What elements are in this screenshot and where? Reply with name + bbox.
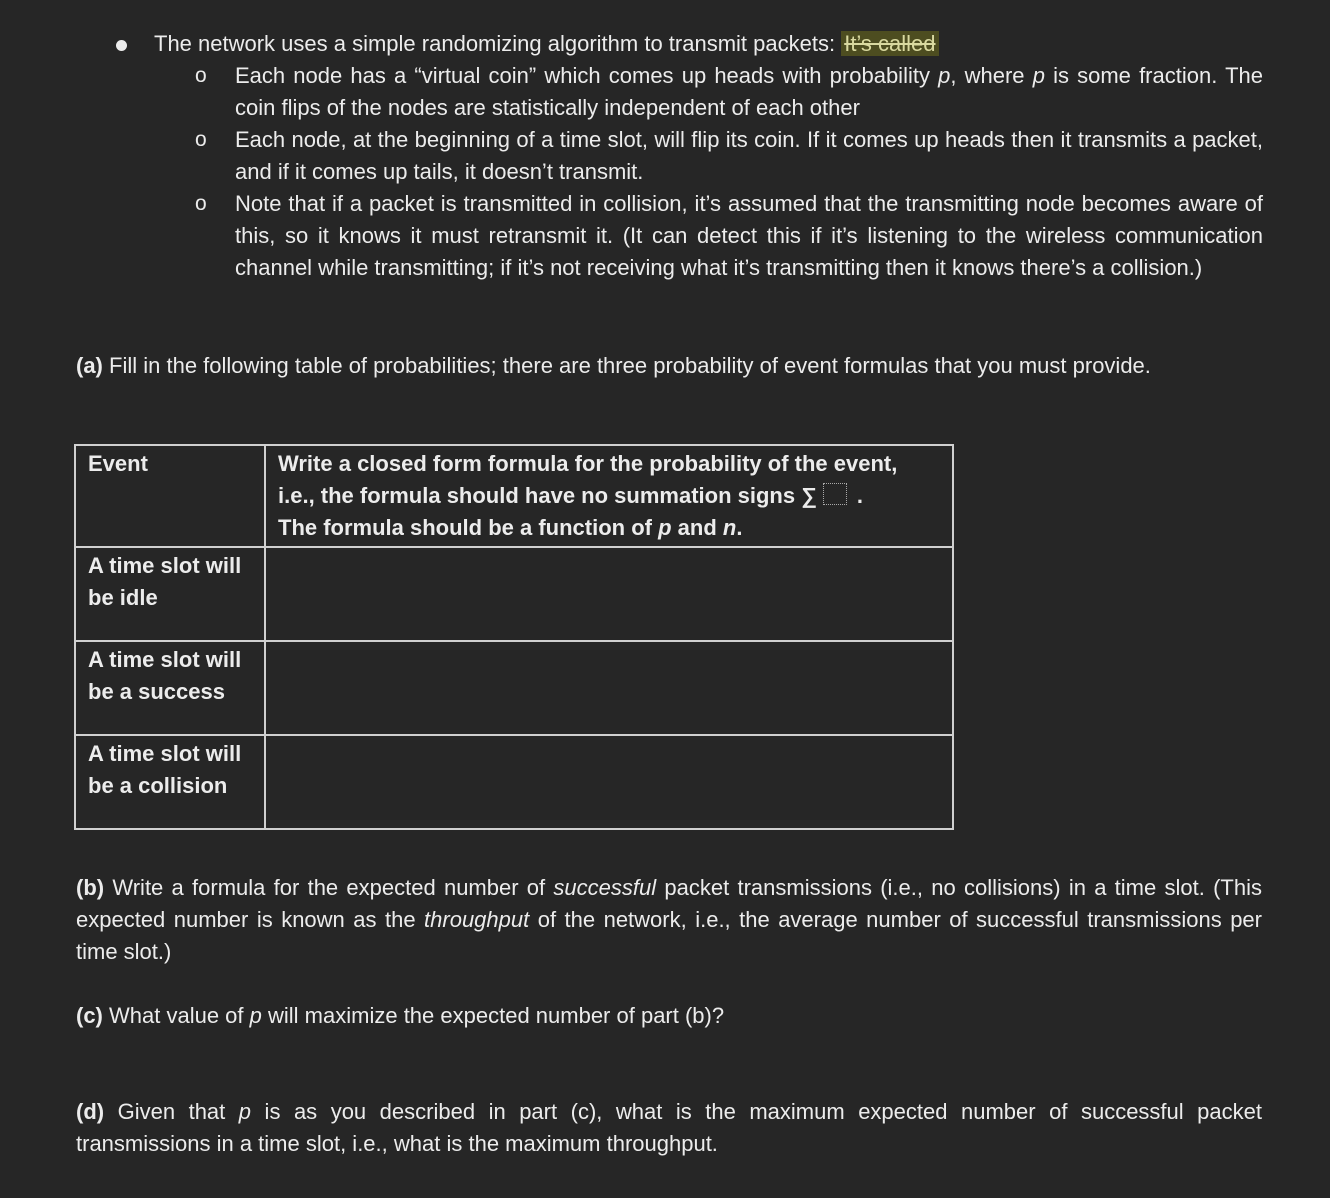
part-b-label: (b) bbox=[76, 875, 105, 900]
header-event: Event bbox=[75, 445, 265, 547]
table-header-row bbox=[75, 445, 953, 547]
part-d-prompt: (d) Given that p is as you described in part (c), what is the maximum expected number of successful packet transmissions in a time slot, i.e., what is the maximum throughput. bbox=[76, 1099, 1262, 1156]
main-bullet-text: The network uses a simple randomizing algorithm to transmit packets: It’s called bbox=[154, 28, 1272, 60]
formula-cell[interactable] bbox=[265, 735, 953, 829]
circle-bullet-icon: o bbox=[195, 64, 207, 87]
sub-item-flip-coin: o Each node, at the beginning of a time slot, will flip its coin. If it comes up heads then it transmits a packet, and if it comes up tails, it doesn’t transmit. bbox=[195, 124, 1263, 188]
event-cell: A time slot will be a collision bbox=[75, 735, 265, 829]
part-a-prompt: (a) Fill in the following table of probabilities; there are three probability of event formulas that you must provide. bbox=[76, 353, 1151, 378]
event-cell: A time slot will be idle bbox=[75, 547, 265, 641]
table-row bbox=[75, 547, 953, 641]
main-bullet bbox=[112, 28, 1272, 60]
sub-list bbox=[195, 60, 1263, 284]
circle-bullet-icon: o bbox=[195, 192, 207, 215]
part-c-label: (c) bbox=[76, 1003, 103, 1028]
header-formula: Write a closed form formula for the probability of the event, i.e., the formula should have no summation signs ∑ . The formula should be a function of p and n. bbox=[265, 445, 953, 547]
struck-highlighted-text: It’s called bbox=[841, 31, 938, 56]
circle-bullet-icon: o bbox=[195, 128, 207, 151]
sub-item-collision-note: o Note that if a packet is transmitted in collision, it’s assumed that the transmitting node becomes aware of this, so it knows it must retransmit it. (It can detect this if it’s listening to the wireless communication channel while transmitting; if it’s not receiving what it’s transmitting then it knows there’s a collision.) bbox=[195, 188, 1263, 284]
formula-cell[interactable] bbox=[265, 641, 953, 735]
probability-table bbox=[74, 444, 954, 830]
event-cell: A time slot will be a success bbox=[75, 641, 265, 735]
table-row bbox=[75, 641, 953, 735]
part-d-label: (d) bbox=[76, 1099, 105, 1124]
placeholder-box-icon bbox=[823, 483, 847, 505]
bullet-dot-icon bbox=[116, 40, 127, 51]
sigma-icon: ∑ bbox=[801, 483, 817, 508]
part-c-prompt: (c) What value of p will maximize the expected number of part (b)? bbox=[76, 1003, 725, 1028]
formula-cell[interactable] bbox=[265, 547, 953, 641]
part-b-prompt: (b) Write a formula for the expected number of successful packet transmissions (i.e., no collisions) in a time slot. (This expected number is known as the throughput of the network, i.e., the average number of successful transmissions per time slot.) bbox=[76, 875, 1262, 964]
part-a-label: (a) bbox=[76, 353, 103, 378]
table-row bbox=[75, 735, 953, 829]
sub-item-virtual-coin: o Each node has a “virtual coin” which comes up heads with probability p, where p is some fraction. The coin flips of the nodes are statistically independent of each other bbox=[195, 60, 1263, 124]
